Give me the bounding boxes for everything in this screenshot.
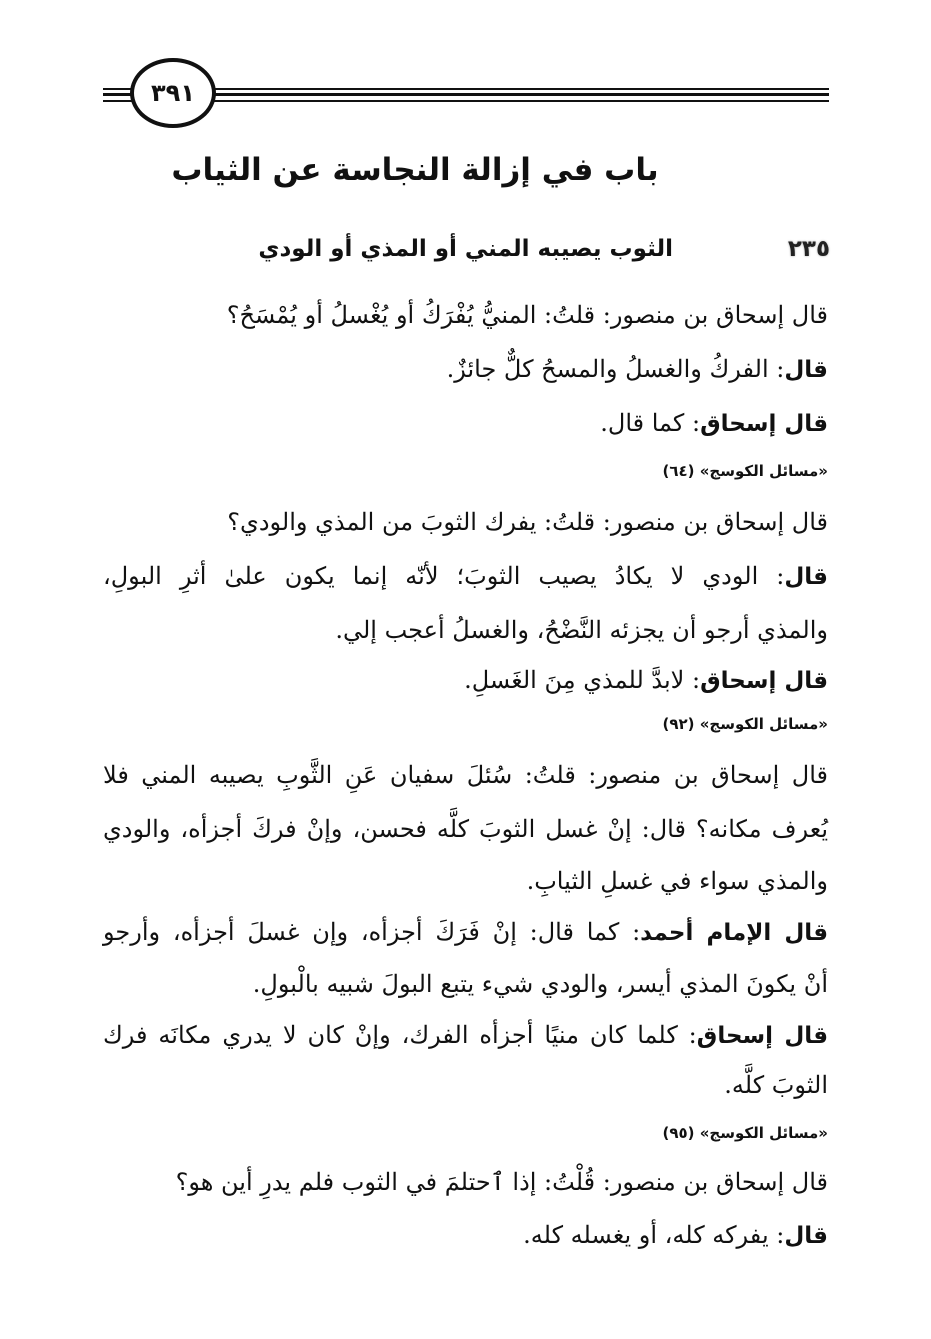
speaker-label: قال bbox=[784, 357, 828, 383]
text-line: قال إسحاق: كما قال. bbox=[600, 409, 828, 437]
speaker-label: قال إسحاق bbox=[700, 411, 828, 437]
text-line: والمذي أرجو أن يجزئه النَّضْحُ، والغسلُ أعجب إلي. bbox=[335, 616, 828, 644]
section-number: ٢٣٥ bbox=[787, 236, 830, 262]
text-line: قال إسحاق بن منصور: قلتُ: المنيُّ يُفْرَكُ أو يُغْسلُ أو يُمْسَحُ؟ bbox=[226, 301, 828, 329]
section-title: الثوب يصيبه المني أو المذي أو الودي bbox=[258, 236, 673, 262]
speaker-label: قال bbox=[784, 1223, 828, 1249]
source-citation: «مسائل الكوسج» (٩٢) bbox=[662, 715, 828, 733]
text-line: يُعرف مكانه؟ قال: إنْ غسل الثوبَ كلَّه فحسن، وإنْ فركَ أجزأه، والودي bbox=[103, 815, 828, 843]
text-line: قال إسحاق بن منصور: قُلْتُ: إذا ٱحتلمَ في الثوب فلم يدرِ أين هو؟ bbox=[175, 1168, 828, 1196]
text-line: قال إسحاق: كلما كان منيًا أجزأه الفرك، وإنْ كان لا يدري مكانَه فرك bbox=[103, 1021, 828, 1049]
text-line: أنْ يكونَ المذي أيسر، والودي شيء يتبع البولَ شبيه بالْبولِ. bbox=[252, 970, 828, 998]
text-line: قال إسحاق بن منصور: قلتُ: سُئلَ سفيان عَنِ الثَّوبِ يصيبه المني فلا bbox=[103, 761, 828, 789]
chapter-title: باب في إزالة النجاسة عن الثياب bbox=[171, 152, 659, 188]
source-citation: «مسائل الكوسج» (٦٤) bbox=[662, 462, 828, 480]
speaker-label: قال إسحاق bbox=[696, 1023, 828, 1049]
text-line: قال إسحاق: لابدَّ للمذي مِنَ الغَسلِ. bbox=[464, 666, 828, 694]
source-citation: «مسائل الكوسج» (٩٥) bbox=[662, 1124, 828, 1142]
text-line: قال: الفركُ والغسلُ والمسحُ كلٌّ جائزٌ. bbox=[446, 355, 828, 383]
speaker-label: قال الإمام أحمد bbox=[640, 920, 829, 946]
text-line: قال الإمام أحمد: كما قال: إنْ فَرَكَ أجزأه، وإن غسلَ أجزأه، وأرجو bbox=[103, 918, 829, 946]
text-line: والمذي سواء في غسلِ الثيابِ. bbox=[526, 867, 828, 895]
speaker-label: قال إسحاق bbox=[700, 668, 828, 694]
speaker-label: قال bbox=[784, 564, 828, 590]
page-number: ٣٩١ bbox=[130, 58, 216, 128]
text-line: قال: يفركه كله، أو يغسله كله. bbox=[523, 1221, 828, 1249]
text-line: قال: الودي لا يكادُ يصيب الثوبَ؛ لأنّه إنما يكون علىٰ أثرِ البولِ، bbox=[103, 562, 828, 590]
text-line: الثوبَ كلَّه. bbox=[724, 1071, 828, 1099]
text-line: قال إسحاق بن منصور: قلتُ: يفرك الثوبَ من المذي والودي؟ bbox=[227, 508, 828, 536]
section-heading bbox=[250, 236, 830, 276]
